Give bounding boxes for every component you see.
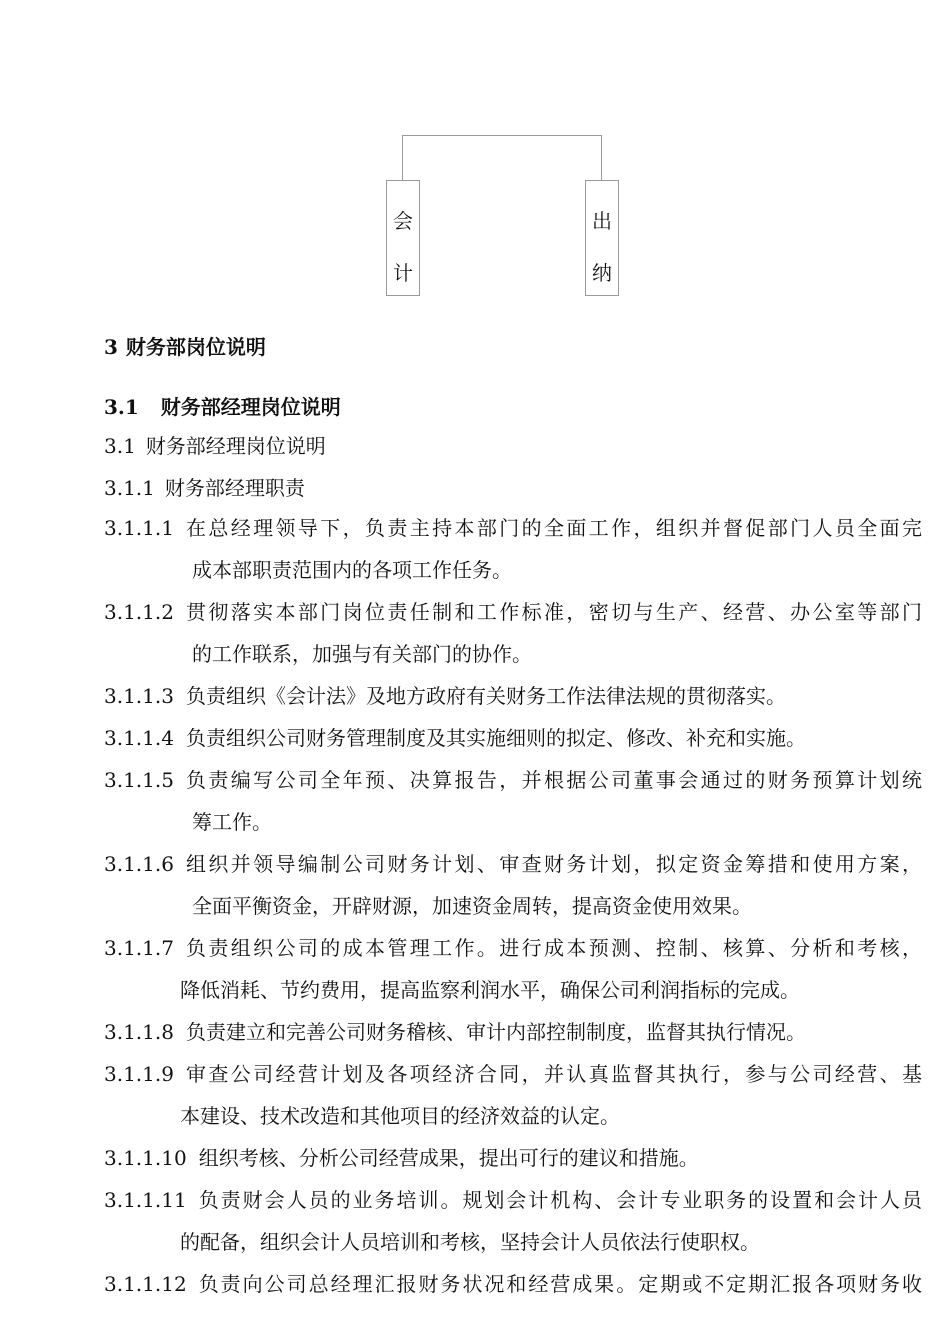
item-text: 审查公司经营计划及各项经济合同，并认真监督其执行，参与公司经营、基 bbox=[185, 1062, 922, 1086]
item-text: 负责组织《会计法》及地方政府有关财务工作法律法规的贯彻落实。 bbox=[185, 684, 786, 708]
item-number: 3.1.1.3 bbox=[104, 684, 174, 708]
item-text: 组织考核、分析公司经营成果，提出可行的建议和措施。 bbox=[198, 1146, 699, 1170]
org-chart bbox=[0, 0, 950, 320]
section-number: 3 bbox=[104, 335, 118, 359]
list-item bbox=[104, 675, 922, 717]
list-item bbox=[104, 1179, 922, 1263]
list-item bbox=[104, 843, 922, 927]
item-continuation: 全面平衡资金，开辟财源，加速资金周转，提高资金使用效果。 bbox=[192, 894, 752, 918]
org-box-char: 计 bbox=[393, 261, 413, 285]
item-number: 3.1.1.10 bbox=[104, 1146, 187, 1170]
subsection-number: 3.1 bbox=[104, 395, 139, 419]
item-number: 3.1.1.5 bbox=[104, 768, 174, 792]
org-box-accountant bbox=[386, 180, 420, 296]
duties-heading bbox=[104, 472, 305, 501]
org-connector-left bbox=[402, 135, 403, 180]
item-number: 3.1.1.7 bbox=[104, 936, 174, 960]
org-connector-right bbox=[601, 135, 602, 180]
item-text: 负责财会人员的业务培训。规划会计机构、会计专业职务的设置和会计人员 bbox=[198, 1188, 922, 1212]
item-number: 3.1.1.2 bbox=[104, 600, 174, 624]
subsection-heading bbox=[104, 391, 341, 420]
item-number: 3.1.1.1 bbox=[104, 516, 174, 540]
item-text: 贯彻落实本部门岗位责任制和工作标准，密切与生产、经营、办公室等部门 bbox=[185, 600, 922, 624]
list-item bbox=[104, 717, 922, 759]
item-text: 负责向公司总经理汇报财务状况和经营成果。定期或不定期汇报各项财务收 bbox=[198, 1272, 922, 1296]
org-box-char: 纳 bbox=[592, 261, 612, 285]
item-text: 负责组织公司的成本管理工作。进行成本预测、控制、核算、分析和考核， bbox=[185, 936, 922, 960]
org-connector-top bbox=[402, 135, 602, 136]
item-continuation: 成本部职责范围内的各项工作任务。 bbox=[192, 558, 512, 582]
subsection-line bbox=[104, 430, 326, 459]
org-box-char: 出 bbox=[592, 209, 612, 233]
subsection-title: 财务部经理岗位说明 bbox=[160, 395, 341, 419]
item-continuation: 的工作联系，加强与有关部门的协作。 bbox=[192, 642, 532, 666]
section-heading bbox=[104, 331, 266, 360]
list-item bbox=[104, 927, 922, 1011]
item-text: 组织并领导编制公司财务计划、审查财务计划，拟定资金筹措和使用方案， bbox=[185, 852, 922, 876]
list-item bbox=[104, 1053, 922, 1137]
section-title: 财务部岗位说明 bbox=[125, 335, 266, 359]
org-box-cashier bbox=[585, 180, 619, 296]
item-continuation: 筹工作。 bbox=[192, 810, 272, 834]
duties-title: 财务部经理职责 bbox=[164, 476, 305, 500]
item-text: 在总经理领导下，负责主持本部门的全面工作，组织并督促部门人员全面完 bbox=[185, 516, 922, 540]
item-continuation: 降低消耗、节约费用，提高监察利润水平，确保公司利润指标的完成。 bbox=[180, 978, 800, 1002]
item-continuation: 本建设、技术改造和其他项目的经济效益的认定。 bbox=[180, 1104, 620, 1128]
item-number: 3.1.1.4 bbox=[104, 726, 174, 750]
duties-number: 3.1.1 bbox=[104, 476, 155, 500]
item-text: 负责建立和完善公司财务稽核、审计内部控制制度，监督其执行情况。 bbox=[185, 1020, 806, 1044]
list-item bbox=[104, 1011, 922, 1053]
item-continuation: 的配备，组织会计人员培训和考核，坚持会计人员依法行使职权。 bbox=[180, 1230, 760, 1254]
item-text: 负责组织公司财务管理制度及其实施细则的拟定、修改、补充和实施。 bbox=[185, 726, 806, 750]
list-item bbox=[104, 1137, 922, 1179]
list-item bbox=[104, 507, 922, 591]
list-item bbox=[104, 1263, 922, 1305]
item-number: 3.1.1.11 bbox=[104, 1188, 187, 1212]
item-text: 负责编写公司全年预、决算报告，并根据公司董事会通过的财务预算计划统 bbox=[185, 768, 922, 792]
item-number: 3.1.1.8 bbox=[104, 1020, 174, 1044]
item-number: 3.1.1.9 bbox=[104, 1062, 174, 1086]
subsection-line-number: 3.1 bbox=[104, 434, 136, 458]
item-number: 3.1.1.12 bbox=[104, 1272, 187, 1296]
list-item bbox=[104, 591, 922, 675]
subsection-line-title: 财务部经理岗位说明 bbox=[145, 434, 326, 458]
org-box-char: 会 bbox=[393, 209, 413, 233]
item-number: 3.1.1.6 bbox=[104, 852, 174, 876]
list-item bbox=[104, 759, 922, 843]
